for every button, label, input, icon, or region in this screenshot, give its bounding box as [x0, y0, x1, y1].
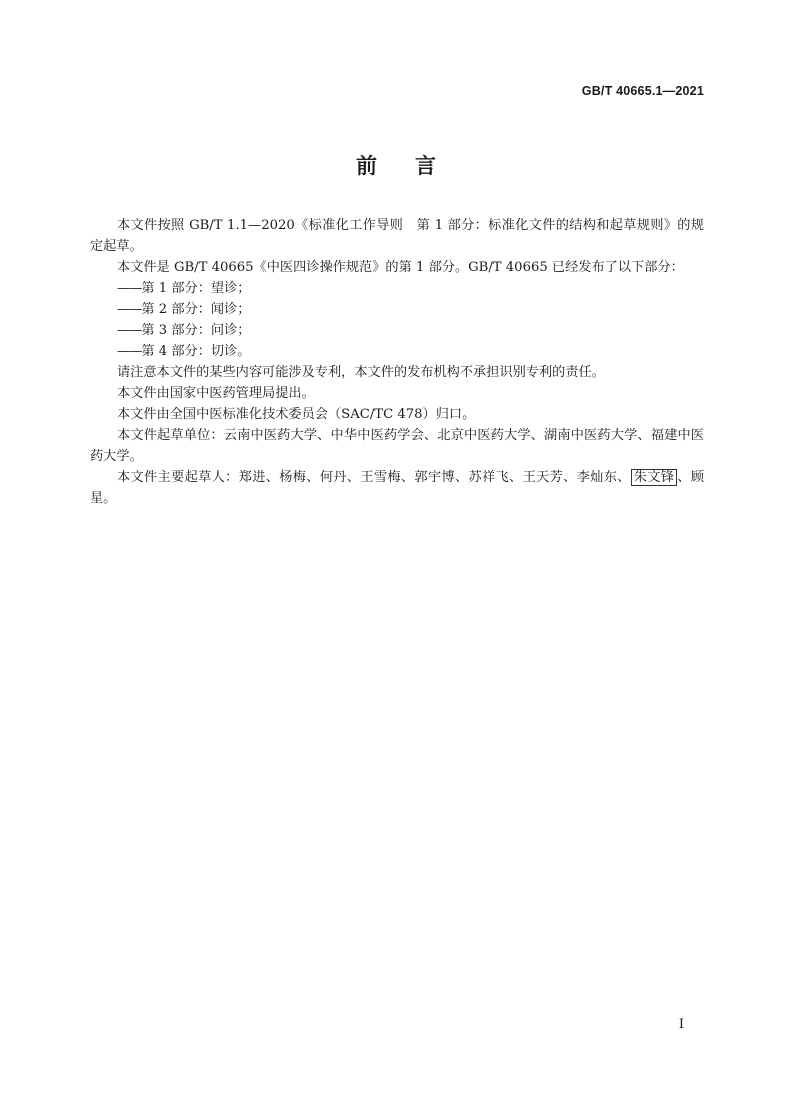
- list-item-part-1: ——第 1 部分：望诊；: [117, 281, 251, 296]
- paragraph-drafters: [90, 467, 704, 509]
- list-item-part-2: ——第 2 部分：闻诊；: [117, 302, 251, 317]
- list-item-part-3: ——第 3 部分：问诊；: [117, 323, 251, 338]
- paragraph-proposer: 本文件由国家中医药管理局提出。: [117, 386, 315, 401]
- document-code: GB/T 40665.1—2021: [581, 84, 704, 98]
- page-title: [0, 150, 792, 180]
- paragraph-technical-committee: 本文件由全国中医标准化技术委员会（SAC/TC 478）归口。: [117, 407, 476, 422]
- highlighted-drafter-name: 朱文锋: [631, 469, 678, 486]
- drafters-list-end: 、顾星。: [90, 470, 705, 506]
- paragraph-drafting-rules: 本文件按照 GB/T 1.1—2020《标准化工作导则 第 1 部分：标准化文件的结构和起草规则》的规定起草。: [90, 218, 704, 254]
- drafters-list: 本文件主要起草人：郑进、杨梅、何丹、王雪梅、郭宇博、苏祥飞、王天芳、李灿东、: [117, 470, 631, 485]
- title-char-1: 前: [356, 153, 377, 178]
- list-item-part-4: ——第 4 部分：切诊。: [117, 344, 251, 359]
- paragraph-drafting-units: 本文件起草单位：云南中医药大学、中华中医药学会、北京中医药大学、湖南中医药大学、福建中医药大学。: [90, 428, 704, 464]
- foreword-body: [90, 215, 704, 509]
- paragraph-patent-notice: 请注意本文件的某些内容可能涉及专利，本文件的发布机构不承担识别专利的责任。: [117, 365, 605, 380]
- page-number: I: [678, 1017, 684, 1032]
- paragraph-series-intro: 本文件是 GB/T 40665《中医四诊操作规范》的第 1 部分。GB/T 40665 已经发布了以下部分：: [117, 260, 684, 275]
- title-char-2: 言: [415, 153, 436, 178]
